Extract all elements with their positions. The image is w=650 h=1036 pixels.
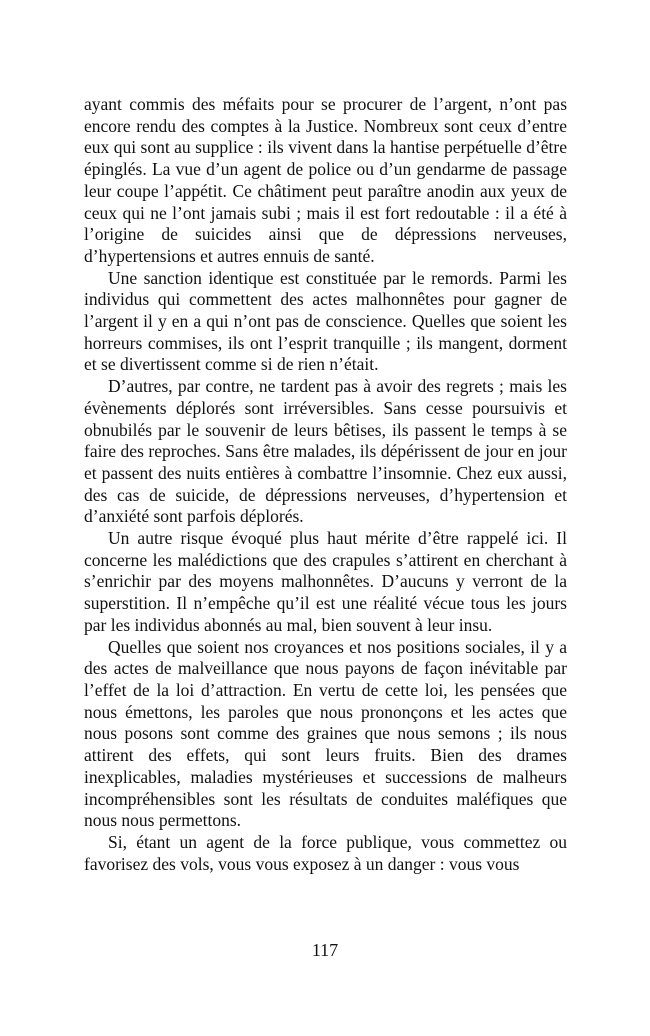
page-number: 117 (311, 940, 339, 960)
paragraph-loi-attraction: Quelles que soient nos croyances et nos positions sociales, il y a des actes de malveillance que nous payons de façon inévitable par l’effet de la loi d’attraction. En vertu de cette loi, les pensées que nous émettons, les paroles que nous prononçons et les actes que nous posons sont comme des graines que nous semons ; ils nous attirent des effets, qui sont leurs fruits. Bien des drames inexplicables, maladies mystérieuses et successions de malheurs incompréhensibles sont les résultats de conduites maléfiques que nous nous permettons. (84, 636, 567, 831)
paragraph-maledictions: Un autre risque évoqué plus haut mérite d’être rappelé ici. Il concerne les malédictions que des crapules s’attirent en cherchant à s’enrichir par des moyens malhonnêtes. D’aucuns y verront de la superstition. Il n’empêche qu’il est une réalité vécue tous les jours par les individus abonnés au mal, bien souvent à leur insu. (84, 528, 567, 635)
body-text (84, 94, 567, 875)
paragraph-force-publique: Si, étant un agent de la force publique, vous commettez ou favorisez des vols, vous vous exposez à un danger : vous vous (84, 831, 567, 874)
paragraph-regrets: D’autres, par contre, ne tardent pas à avoir des regrets ; mais les évènements déplorés sont irréversibles. Sans cesse poursuivis et obnubilés par le souvenir de leurs bêtises, ils passent le temps à se faire des reproches. Sans être malades, ils dépérissent de jour en jour et passent des nuits entières à combattre l’insomnie. Chez eux aussi, des cas de suicide, de dépressions nerveuses, d’hypertension et d’anxiété sont parfois déplorés. (84, 376, 567, 527)
paragraph-continuation: ayant commis des méfaits pour se procurer de l’argent, n’ont pas encore rendu des comptes à la Justice. Nombreux sont ceux d’entre eux qui sont au supplice : ils vivent dans la hantise perpétuelle d’être épinglés. La vue d’un agent de police ou d’un gendarme de passage leur coupe l’appétit. Ce châtiment peut paraître anodin aux yeux de ceux qui ne l’ont jamais subi ; mais il est fort redoutable : il a été à l’origine de suicides ainsi que de dépressions nerveuses, d’hypertensions et autres ennuis de santé. (84, 94, 567, 266)
paragraph-remords: Une sanction identique est constituée par le remords. Parmi les individus qui commettent des actes malhonnêtes pour gagner de l’argent il y en a qui n’ont pas de conscience. Quelles que soient les horreurs commises, ils ont l’esprit tranquille ; ils mangent, dorment et se divertissent comme si de rien n’était. (84, 267, 567, 375)
